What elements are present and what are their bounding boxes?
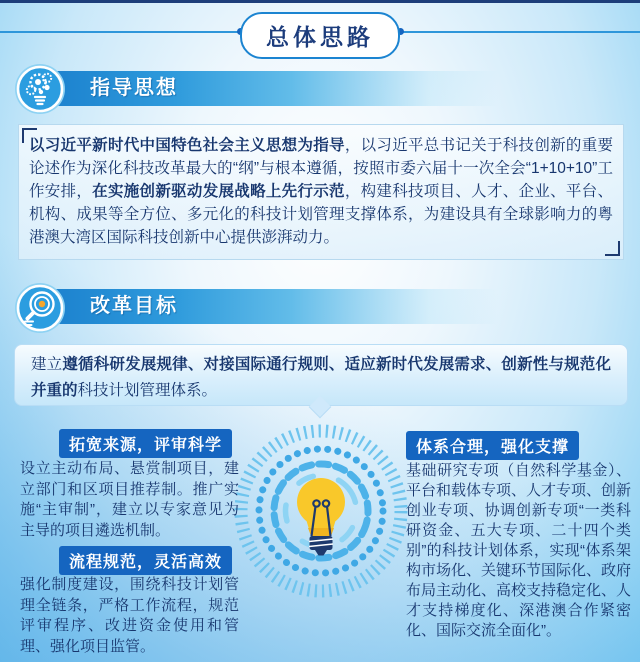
corner-bracket-top-left	[22, 128, 37, 143]
section-header-guiding	[38, 71, 498, 106]
guiding-text-box	[18, 124, 624, 260]
measure-heading-wrap-2	[8, 546, 232, 575]
section-header-goals	[38, 289, 498, 324]
section-title-guiding: 指导思想	[90, 77, 178, 99]
goals-seg-1: 建立	[31, 356, 63, 373]
lightbulb-rings-illustration	[228, 416, 414, 612]
guiding-seg-bold-3: 在实施创新驱动发展战略上先行示范	[92, 183, 345, 200]
guiding-seg-2: ，以习近平总书记关于科技创新的重要论述作为深化科技改革最大的“纲”与根本遵循，按照市委六届十一次全会“1+10+10”工作安排，	[29, 137, 613, 200]
measure-body-sources: 设立主动布局、悬赏制项目，建立部门和区项目推荐制。推广实施“主审制”，建立以专家意见为主导的项目遴选机制。	[20, 460, 239, 539]
section-title-goals: 改革目标	[90, 295, 178, 317]
measure-heading-wrap-1	[8, 429, 232, 458]
guiding-seg-4: ，构建科技项目、人才、企业、平台、机构、成果等全方位、多元化的科技计划管理支撑体系，为建设具有全球影响力的粤港澳大湾区国际科技创新中心提供澎湃动力。	[29, 183, 613, 246]
goals-seg-3: 科技计划管理体系。	[77, 382, 218, 399]
guiding-seg-bold-1: 以习近平新时代中国特色社会主义思想为指导	[29, 137, 345, 154]
measure-heading-system: 体系合理，强化支撑	[406, 431, 579, 460]
corner-bracket-bottom-right	[605, 241, 620, 256]
guiding-paragraph	[29, 134, 613, 249]
lightbulb-gears-icon	[14, 63, 66, 115]
measure-heading-wrap-3	[406, 431, 579, 460]
measure-heading-sources: 拓宽来源，评审科学	[59, 429, 232, 458]
measure-body-system: 基础研究专项（自然科学基金）、平台和载体专项、人才专项、创新创业专项、协调创新专项“一类科研资金、五大专项、二十四个类别”的科技计划体系，实现“体系架构市场化、关键环节国际化、政府布局主动化、高校支持稳定化、人才支持梯度化、深港澳合作紧密化、国际交流全面化”。	[406, 462, 632, 639]
goals-seg-bold-2: 遵循科研发展规律、对接国际通行规则、适应新时代发展需求、创新性与规范化并重的	[31, 356, 611, 399]
page-title: 总体思路	[240, 12, 400, 59]
measure-body-process: 强化制度建设，围绕科技计划管理全链条，严格工作流程，规范评审程序、改进资金使用和管理、强化项目监管。	[20, 576, 239, 655]
measure-heading-process: 流程规范，灵活高效	[59, 546, 232, 575]
magnifier-target-icon	[14, 282, 66, 334]
top-accent-bar	[0, 0, 640, 3]
